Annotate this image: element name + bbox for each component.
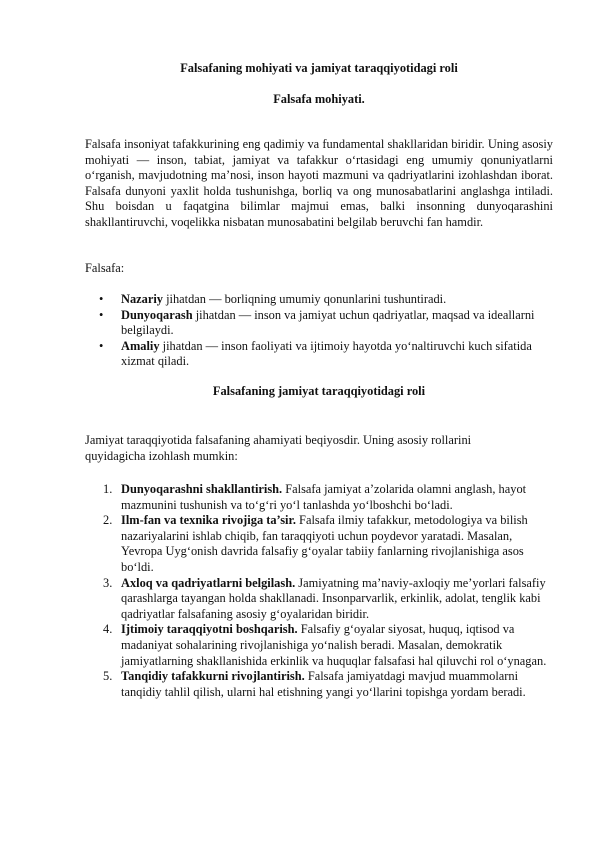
intro-paragraph: Falsafa insoniyat tafakkurining eng qadimiy va fundamental shakllaridan biridir. Uning asosiy mohiyati — inson, tabiat, jamiyat va tafakkur o‘rtasidagi eng umumiy qonuniyatlarni o‘rganish, mavjudotning ma’nosi, inson hayoti mazmuni va qadriyatlarini izohlashdan iborat. Falsafa dunyoni yaxlit holda tushunishga, borliq va ong munosabatlarini anglashga intiladi. Shu boisdan u faqatgina bilimlar majmui emas, balki insonning dunyoqarashini shakllantiruvchi, voqelikka nisbatan munosabatini belgilab beruvchi fan hamdir. [85, 137, 553, 229]
list-item-term: Dunyoqarash [121, 307, 193, 322]
list-item-text: Falsafa jamiyat a’zolarida olamni anglash, hayot mazmunini tushunish va to‘g‘ri yo‘l tanlashda yo‘lboshchi bo‘ladi. [121, 482, 527, 512]
list-item-term: Ijtimoiy taraqqiyotni boshqarish. [121, 622, 298, 637]
list-item-term: Amaliy [121, 338, 160, 353]
section-heading-essence: Falsafa mohiyati. [273, 92, 365, 106]
list-item-term: Nazariy [121, 292, 163, 306]
roles-list [85, 482, 553, 700]
list-item [85, 482, 553, 513]
list-item-text: jihatdan — inson faoliyati va ijtimoiy hayotda yo‘naltiruvchi kuch sifatida xizmat qiladi. [121, 338, 532, 369]
list-item-text: jihatdan — borliqning umumiy qonunlarini tushuntiradi. [162, 292, 447, 306]
list-item-number: 3. [103, 575, 113, 590]
list-item-text: Falsafa jamiyatdagi mavjud muammolarni tanqidiy tahlil qilish, ularni hal etishning yangi yo‘llarini topishga yordam beradi. [121, 669, 526, 699]
list-item [85, 576, 553, 623]
list-item-term: Tanqidiy tafakkurni rivojlantirish. [121, 669, 305, 684]
section2-intro-paragraph: Jamiyat taraqqiyotida falsafaning ahamiyati beqiyosdir. Uning asosiy rollarini quyidagicha izohlash mumkin: [85, 433, 472, 463]
list-item-text: Jamiyatning ma’naviy-axloqiy me’yorlari falsafiy qarashlarga tayangan holda shakllanadi. Insonparvarlik, erkinlik, adolat, tenglik kabi qadriyatlar falsafaning asosiy g‘oyalaridan biridir. [121, 575, 546, 621]
list-item-number: 2. [103, 513, 113, 528]
list-item [85, 622, 553, 669]
list-item [85, 669, 553, 700]
list-item-term: Ilm-fan va texnika rivojiga ta’sir. [121, 513, 296, 528]
aspects-list [85, 292, 553, 370]
list-item-number: 1. [103, 482, 113, 496]
document-title: Falsafaning mohiyati va jamiyat taraqqiyotidagi roli [180, 61, 458, 75]
list-item-term: Axloq va qadriyatlarni belgilash. [121, 575, 296, 590]
list-item-number: 5. [103, 669, 113, 684]
falsafa-label: Falsafa: [85, 261, 125, 275]
list-item [85, 513, 553, 575]
list-item [85, 308, 553, 339]
list-item-text: jihatdan — inson va jamiyat uchun qadriyatlar, maqsad va ideallarni belgilaydi. [121, 307, 535, 338]
list-item-term: Dunyoqarashni shakllantirish. [121, 482, 283, 496]
section-heading-role: Falsafaning jamiyat taraqqiyotidagi roli [212, 384, 426, 398]
list-item-text: Falsafiy g‘oyalar siyosat, huquq, iqtisod va madaniyat sohalarining rivojlanishiga yo‘nalish beradi. Masalan, demokratik jamiyatlarning shakllanishida erkinlik va huquqlar falsafasi hal qiluvchi rol o‘ynagan. [121, 622, 547, 668]
list-item-text: Falsafa ilmiy tafakkur, metodologiya va bilish nazariyalarini ishlab chiqib, fan taraqqiyoti uchun poydevor yaratadi. Masalan, Yevropa Uyg‘onish davrida falsafiy g‘oyalar tabiiy fanlarning rivojlanishiga asos bo‘ldi. [121, 513, 528, 574]
list-item [85, 339, 553, 370]
list-item-number: 4. [103, 622, 113, 637]
list-item [85, 292, 553, 308]
